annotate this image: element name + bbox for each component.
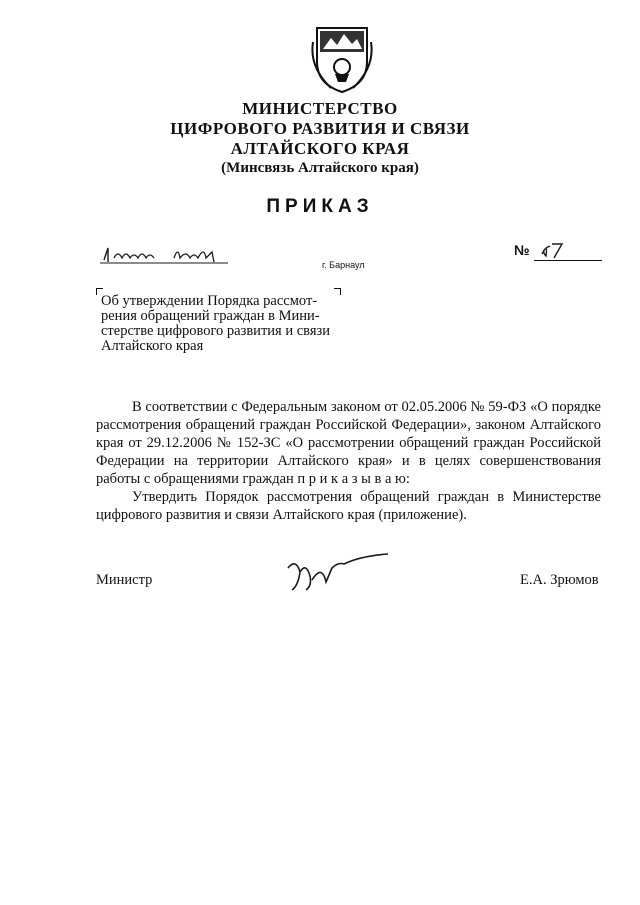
number-label: №	[514, 242, 530, 258]
handwritten-number	[538, 238, 568, 260]
ministry-name-line2: ЦИФРОВОГО РАЗВИТИЯ И СВЯЗИ	[170, 119, 470, 138]
ministry-name-line1: МИНИСТЕРСТВО	[242, 99, 398, 118]
ministry-short-name: (Минсвязь Алтайского края)	[221, 160, 419, 176]
document-type-title: ПРИКАЗ	[266, 196, 374, 217]
subject-line: Об утверждении Порядка рассмот-	[101, 293, 318, 309]
coat-of-arms-emblem	[311, 22, 373, 94]
signer-position: Министр	[96, 572, 153, 588]
ministry-name-line3: АЛТАЙСКОГО КРАЯ	[230, 139, 410, 158]
subject-line: Алтайского края	[101, 338, 204, 354]
body-paragraph-preamble: В соответствии с Федеральным законом от 02.05.2006 № 59-ФЗ «О порядке рассмотрения обращений граждан Российской Федерации», законом Алтайского края от 29.12.2006 № 152-ЗС «О рассмотрении обращений граждан Российской Федерации на территории Алтайского края» и в целях совершенствования работы с обращениями граждан п р и к а з ы в а ю:	[96, 399, 601, 487]
ministry-header	[0, 99, 640, 159]
subject-line: рения обращений граждан в Мини-	[101, 308, 320, 324]
document-subject	[101, 294, 351, 354]
signer-name: Е.А. Зрюмов	[520, 572, 599, 588]
handwritten-date	[100, 244, 230, 268]
document-body	[96, 398, 601, 524]
handwritten-signature	[282, 552, 394, 594]
number-underline	[534, 260, 602, 261]
body-paragraph-order: Утвердить Порядок рассмотрения обращений граждан в Министерстве цифрового развития и связи Алтайского края (приложение).	[96, 489, 601, 523]
city-label: г. Барнаул	[322, 260, 365, 270]
subject-line: стерстве цифрового развития и связи	[101, 323, 330, 339]
